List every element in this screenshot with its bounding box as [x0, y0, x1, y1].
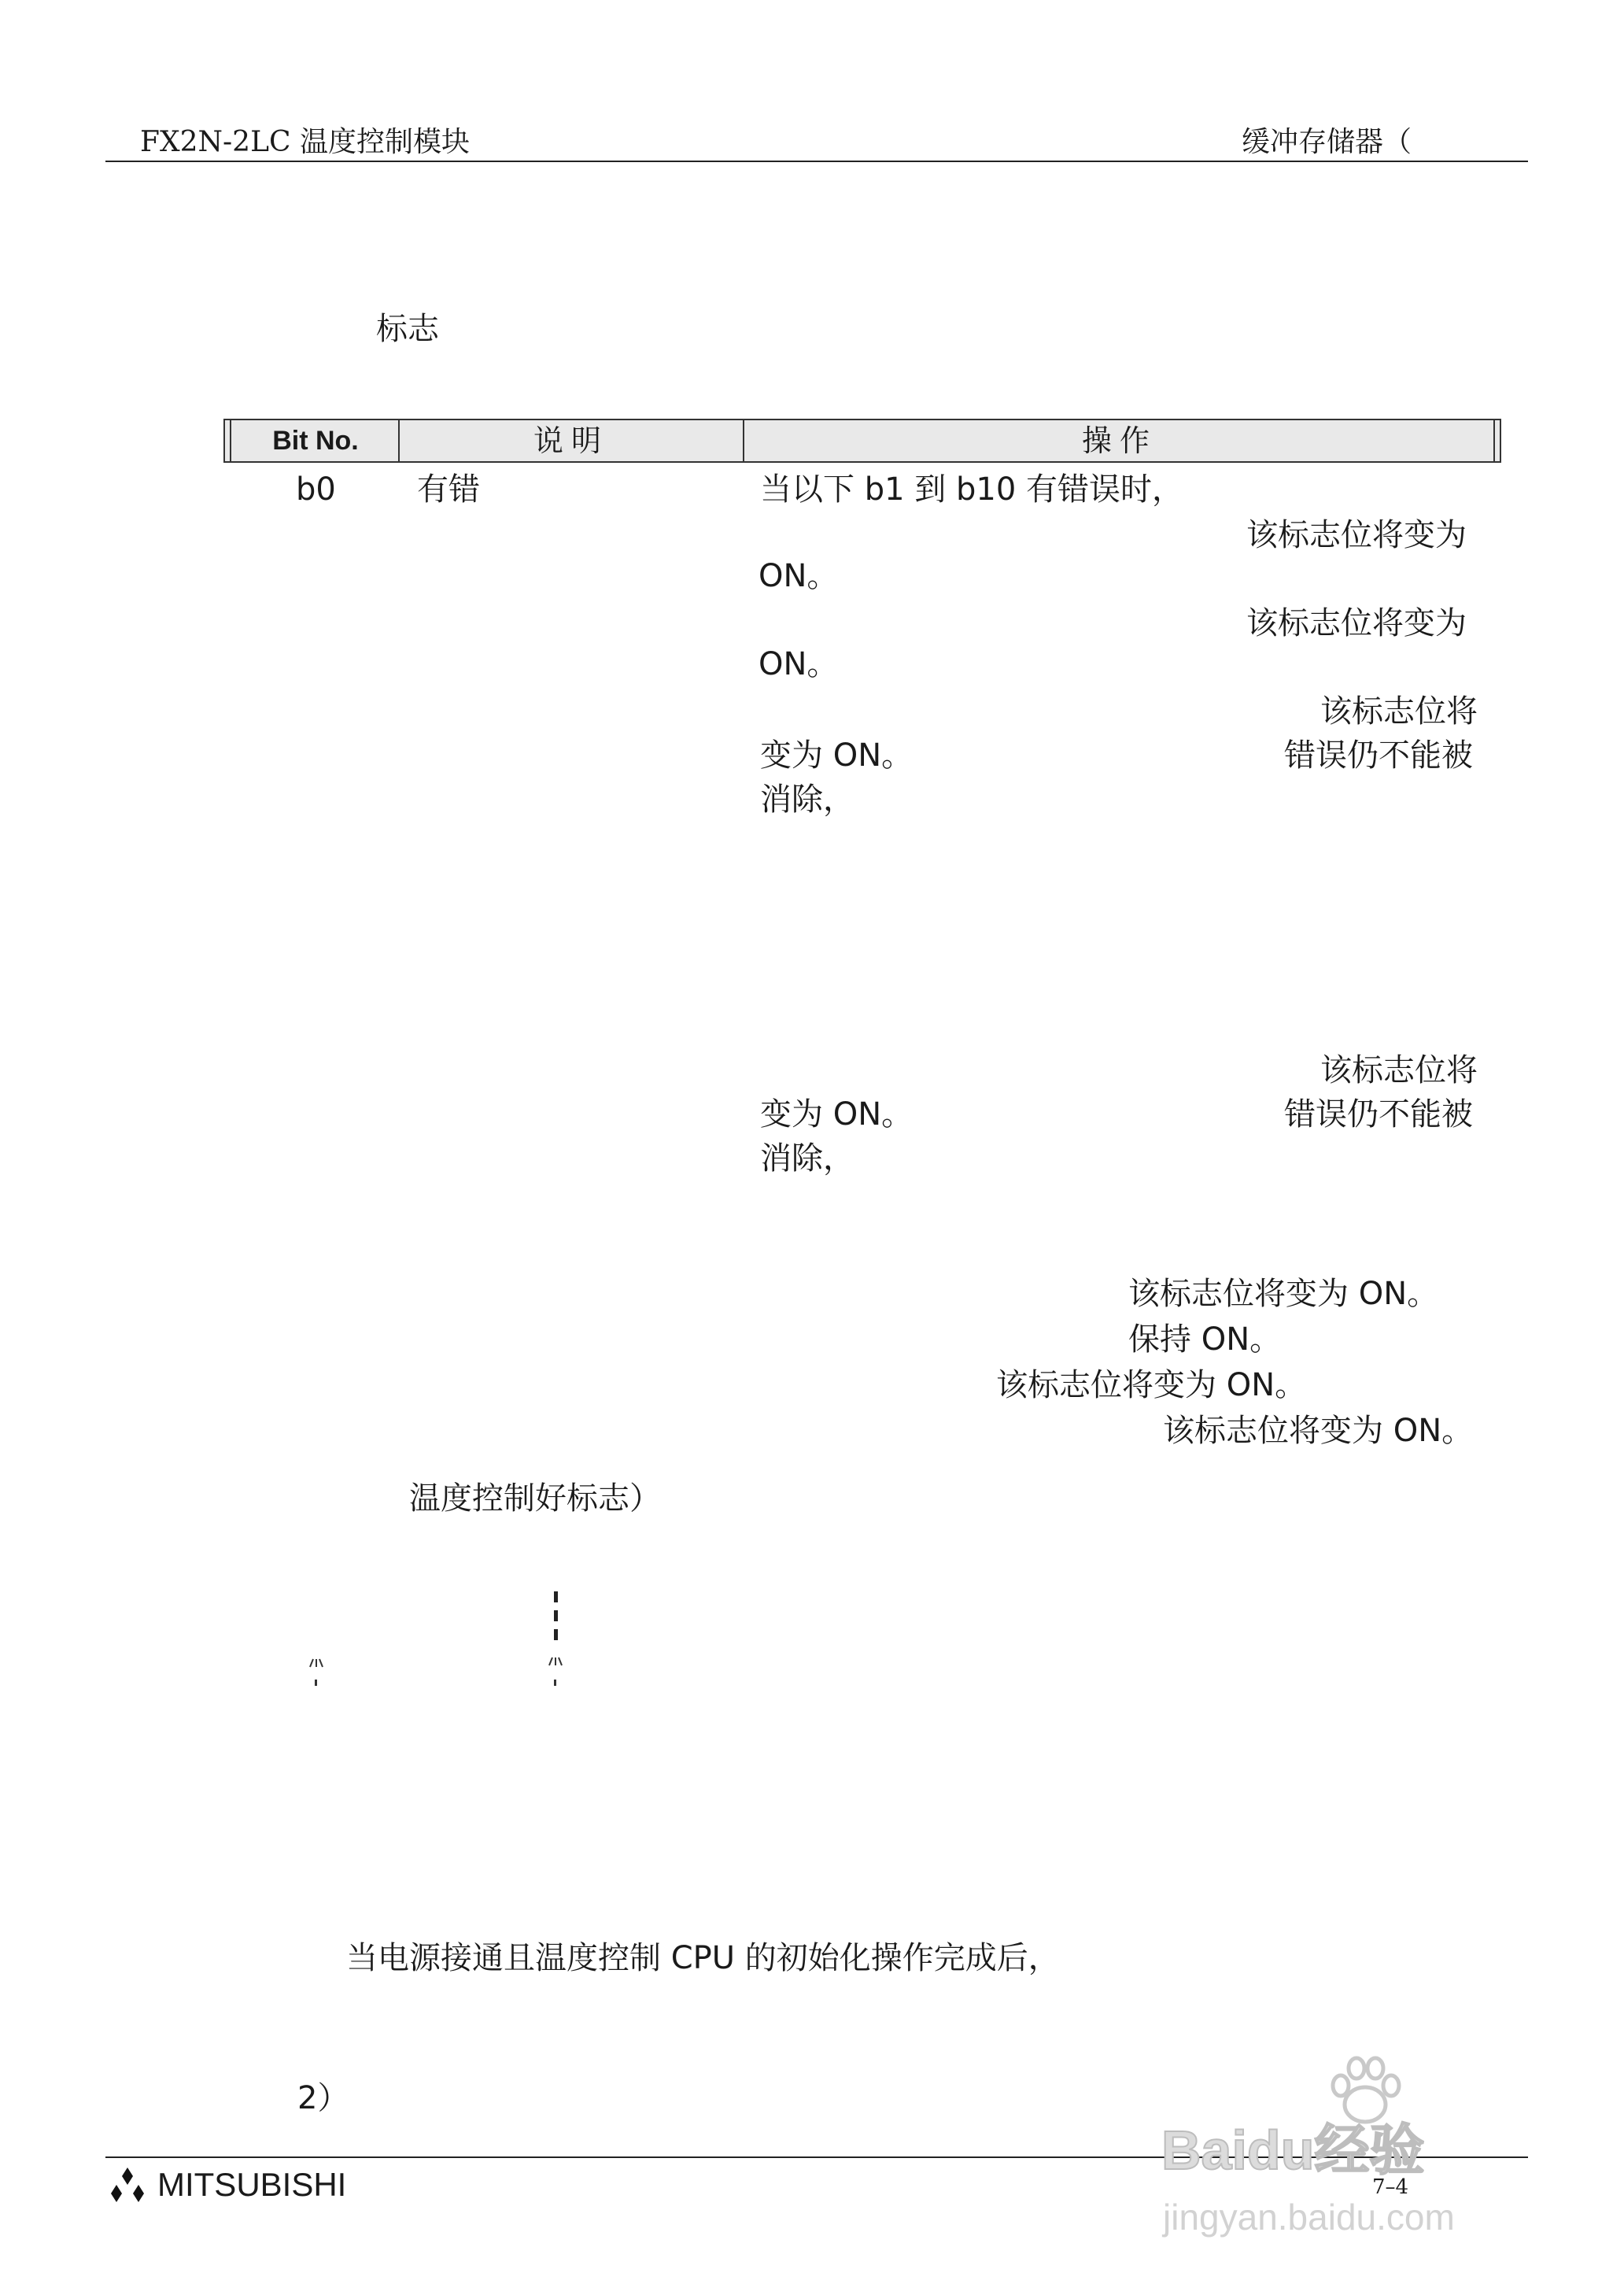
mitsubishi-logo [105, 2166, 347, 2203]
header-right: 缓冲存储器（ [1242, 126, 1412, 158]
operation-fragment: 保持 ON。 [1128, 1321, 1282, 1358]
col-header-bit-no: Bit No. [272, 426, 359, 456]
watermark-brand: Baidu经验 [1161, 2119, 1425, 2181]
subheading: 温度控制好标志） [409, 1480, 661, 1517]
operation-fragment: 错误仍不能被 [1284, 737, 1473, 774]
table-border-left [230, 420, 231, 461]
operation-fragment: 该标志位将变为 [1246, 605, 1467, 641]
col-header-description: 说明 [533, 423, 609, 458]
item-label: 2） [297, 2080, 349, 2116]
small-mark [308, 1658, 324, 1689]
table-header [223, 419, 1501, 463]
col-header-operation: 操作 [1081, 423, 1157, 458]
watermark-url: jingyan.baidu.com [1163, 2197, 1455, 2238]
operation-fragment: 消除， [760, 1140, 854, 1177]
operation-fragment: 变为 ON。 [760, 737, 914, 774]
table-cell-operation-line1: 当以下 b1 到 b10 有错误时， [760, 471, 1183, 508]
dotted-mark [548, 1590, 563, 1700]
operation-fragment: 该标志位将变为 ON。 [1128, 1276, 1439, 1312]
operation-fragment: 该标志位将 [1320, 693, 1478, 730]
body-paragraph: 当电源接通且温度控制 CPU 的初始化操作完成后， [346, 1940, 1060, 1976]
operation-fragment: 该标志位将变为 [1246, 517, 1467, 553]
table-cell-bit: b0 [296, 471, 336, 508]
table-cell-description: 有错 [417, 471, 480, 508]
page-number: 7–4 [1372, 2175, 1409, 2199]
operation-fragment: 该标志位将变为 ON。 [996, 1367, 1307, 1403]
operation-fragment: 该标志位将 [1320, 1052, 1478, 1088]
brand-name: MITSUBISHI [157, 2166, 347, 2203]
operation-fragment: 错误仍不能被 [1284, 1096, 1473, 1133]
header-rule [105, 161, 1528, 162]
operation-fragment: 消除， [760, 782, 854, 818]
section-title: 标志 [376, 311, 439, 347]
operation-fragment: 该标志位将变为 ON。 [1163, 1413, 1474, 1449]
operation-fragment: ON。 [758, 558, 839, 594]
operation-fragment: ON。 [758, 646, 839, 682]
operation-fragment: 变为 ON。 [760, 1096, 914, 1133]
three-diamonds-icon [105, 2168, 149, 2202]
header-left: FX2N-2LC 温度控制模块 [140, 126, 470, 158]
